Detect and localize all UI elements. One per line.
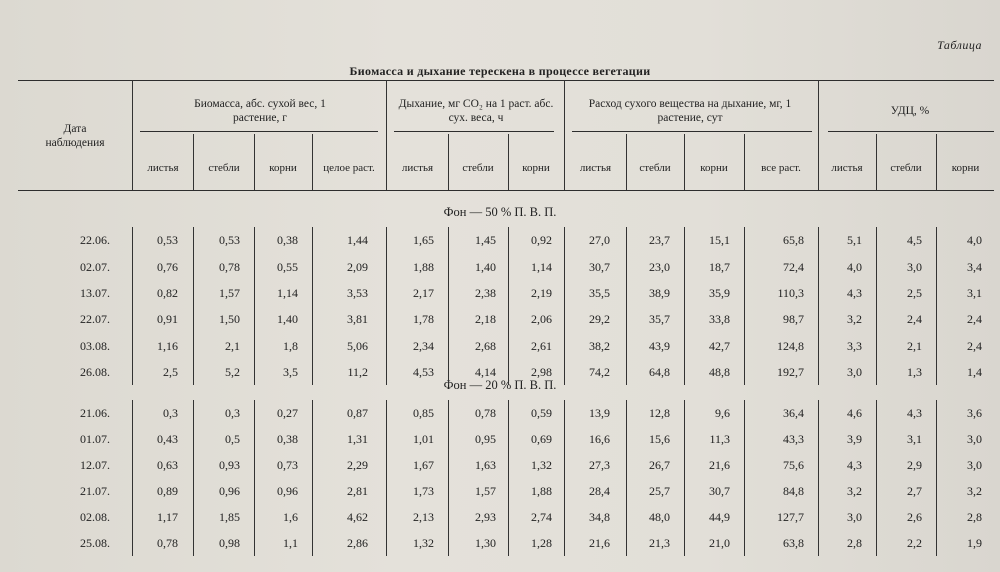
- table-cell: 23,7: [649, 233, 670, 247]
- table-cell: 3,0: [847, 365, 862, 379]
- column-divider: [386, 227, 387, 385]
- table-cell: 2,29: [347, 458, 368, 472]
- table-cell: 0,3: [225, 406, 240, 420]
- row-date: 26.08.: [80, 365, 110, 379]
- table-cell: 2,17: [413, 286, 434, 300]
- table-cell: 2,93: [475, 510, 496, 524]
- table-cell: 1,1: [283, 536, 298, 550]
- table-cell: 13,9: [589, 406, 610, 420]
- table-cell: 4,3: [907, 406, 922, 420]
- table-cell: 2,09: [347, 260, 368, 274]
- column-divider: [448, 400, 449, 556]
- table-cell: 3,2: [847, 312, 862, 326]
- table-cell: 29,2: [589, 312, 610, 326]
- table-cell: 1,88: [531, 484, 552, 498]
- row-date: 02.07.: [80, 260, 110, 274]
- table-cell: 1,57: [475, 484, 496, 498]
- subheader: листья: [401, 162, 434, 174]
- column-divider: [684, 400, 685, 556]
- table-cell: 0,38: [277, 432, 298, 446]
- table-cell: 5,1: [847, 233, 862, 247]
- respiration-group-rule: [394, 131, 554, 132]
- table-cell: 0,82: [157, 286, 178, 300]
- table-cell: 64,8: [649, 365, 670, 379]
- table-cell: 4,0: [847, 260, 862, 274]
- table-cell: 84,8: [783, 484, 804, 498]
- table-cell: 42,7: [709, 339, 730, 353]
- table-cell: 2,4: [967, 312, 982, 326]
- table-cell: 2,2: [907, 536, 922, 550]
- table-cell: 33,8: [709, 312, 730, 326]
- table-cell: 2,5: [163, 365, 178, 379]
- column-divider: [193, 400, 194, 556]
- header-bottom-rule: [18, 190, 994, 191]
- header-biomass: Биомасса, абс. сухой вес, 1 растение, г: [194, 98, 326, 124]
- header-consumption: Расход сухого вещества на дыхание, мг, 1 растение, сут: [588, 98, 792, 124]
- row-date: 21.06.: [80, 406, 110, 420]
- table-cell: 2,18: [475, 312, 496, 326]
- column-divider: [448, 227, 449, 385]
- table-cell: 2,68: [475, 339, 496, 353]
- table-cell: 3,0: [907, 260, 922, 274]
- table-cell: 0,76: [157, 260, 178, 274]
- table-cell: 2,74: [531, 510, 552, 524]
- header-date: Дата наблюдения: [45, 123, 105, 149]
- column-divider: [626, 400, 627, 556]
- table-cell: 0,55: [277, 260, 298, 274]
- table-cell: 25,7: [649, 484, 670, 498]
- table-cell: 21,6: [709, 458, 730, 472]
- table-cell: 5,2: [225, 365, 240, 379]
- table-cell: 48,0: [649, 510, 670, 524]
- table-cell: 0,78: [157, 536, 178, 550]
- table-cell: 2,4: [967, 339, 982, 353]
- table-cell: 1,73: [413, 484, 434, 498]
- table-cell: 75,6: [783, 458, 804, 472]
- table-cell: 2,98: [531, 365, 552, 379]
- table-title: Биомасса и дыхание терескена в процессе вегетации: [349, 64, 651, 78]
- table-cell: 43,3: [783, 432, 804, 446]
- row-date: 22.07.: [80, 312, 110, 326]
- table-cell: 15,6: [649, 432, 670, 446]
- subheader: корни: [522, 162, 550, 174]
- table-cell: 2,38: [475, 286, 496, 300]
- row-date: 25.08.: [80, 536, 110, 550]
- table-cell: 1,28: [531, 536, 552, 550]
- table-cell: 1,30: [475, 536, 496, 550]
- table-cell: 0,87: [347, 406, 368, 420]
- table-cell: 0,59: [531, 406, 552, 420]
- table-cell: 124,8: [777, 339, 804, 353]
- table-cell: 0,78: [219, 260, 240, 274]
- table-cell: 4,53: [413, 365, 434, 379]
- column-divider: [936, 227, 937, 385]
- table-cell: 2,86: [347, 536, 368, 550]
- table-cell: 3,3: [847, 339, 862, 353]
- column-divider: [876, 400, 877, 556]
- table-cell: 72,4: [783, 260, 804, 274]
- header-divider-biomass: [386, 80, 387, 190]
- column-divider: [193, 227, 194, 385]
- table-cell: 44,9: [709, 510, 730, 524]
- subheader: стебли: [208, 162, 240, 174]
- table-cell: 0,63: [157, 458, 178, 472]
- table-cell: 5,06: [347, 339, 368, 353]
- table-cell: 1,32: [413, 536, 434, 550]
- table-cell: 1,9: [967, 536, 982, 550]
- subheader: стебли: [890, 162, 922, 174]
- table-cell: 0,53: [157, 233, 178, 247]
- table-cell: 0,91: [157, 312, 178, 326]
- subheader: корни: [951, 162, 980, 174]
- table-cell: 3,9: [847, 432, 862, 446]
- table-cell: 1,8: [283, 339, 298, 353]
- table-cell: 4,14: [475, 365, 496, 379]
- table-cell: 1,16: [157, 339, 178, 353]
- table-cell: 2,19: [531, 286, 552, 300]
- table-cell: 30,7: [709, 484, 730, 498]
- table-cell: 16,6: [589, 432, 610, 446]
- table-cell: 1,88: [413, 260, 434, 274]
- table-cell: 1,31: [347, 432, 368, 446]
- table-cell: 34,8: [589, 510, 610, 524]
- table-cell: 0,38: [277, 233, 298, 247]
- table-cell: 12,8: [649, 406, 670, 420]
- table-cell: 1,3: [907, 365, 922, 379]
- table-cell: 2,34: [413, 339, 434, 353]
- column-divider: [744, 227, 745, 385]
- table-cell: 0,93: [219, 458, 240, 472]
- table-cell: 0,43: [157, 432, 178, 446]
- table-cell: 21,0: [709, 536, 730, 550]
- header-divider-respiration: [564, 80, 565, 190]
- table-cell: 4,3: [847, 286, 862, 300]
- table-cell: 0,5: [225, 432, 240, 446]
- table-cell: 35,7: [649, 312, 670, 326]
- table-cell: 0,95: [475, 432, 496, 446]
- table-cell: 2,9: [907, 458, 922, 472]
- header-divider-date: [132, 80, 133, 190]
- table-cell: 1,67: [413, 458, 434, 472]
- row-date: 13.07.: [80, 286, 110, 300]
- table-cell: 26,7: [649, 458, 670, 472]
- header-udc: УДЦ, %: [890, 105, 930, 117]
- table-cell: 127,7: [777, 510, 804, 524]
- table-cell: 43,9: [649, 339, 670, 353]
- table-cell: 1,45: [475, 233, 496, 247]
- table-cell: 3,6: [967, 406, 982, 420]
- table-cell: 98,7: [783, 312, 804, 326]
- table-cell: 4,6: [847, 406, 862, 420]
- table-cell: 23,0: [649, 260, 670, 274]
- table-cell: 3,53: [347, 286, 368, 300]
- table-cell: 2,81: [347, 484, 368, 498]
- table-cell: 3,2: [847, 484, 862, 498]
- table-cell: 2,1: [225, 339, 240, 353]
- table-cell: 2,8: [847, 536, 862, 550]
- column-divider: [508, 227, 509, 385]
- table-cell: 21,6: [589, 536, 610, 550]
- table-cell: 3,1: [967, 286, 982, 300]
- table-cell: 4,5: [907, 233, 922, 247]
- table-cell: 1,14: [277, 286, 298, 300]
- top-rule: [18, 80, 994, 81]
- table-cell: 1,6: [283, 510, 298, 524]
- row-date: 22.06.: [80, 233, 110, 247]
- table-cell: 1,17: [157, 510, 178, 524]
- table-cell: 30,7: [589, 260, 610, 274]
- table-cell: 48,8: [709, 365, 730, 379]
- subheader: все раст.: [761, 162, 801, 174]
- table-cell: 1,4: [967, 365, 982, 379]
- table-cell: 11,3: [709, 432, 730, 446]
- table-cell: 36,4: [783, 406, 804, 420]
- table-cell: 4,3: [847, 458, 862, 472]
- table-cell: 35,5: [589, 286, 610, 300]
- table-cell: 1,50: [219, 312, 240, 326]
- table-cell: 18,7: [709, 260, 730, 274]
- table-cell: 0,98: [219, 536, 240, 550]
- table-cell: 2,8: [967, 510, 982, 524]
- table-cell: 2,4: [907, 312, 922, 326]
- table-cell: 27,3: [589, 458, 610, 472]
- table-cell: 65,8: [783, 233, 804, 247]
- header-respiration: Дыхание, мг CO₂ на 1 раст. абс. сух. веса, ч: [398, 98, 554, 124]
- table-cell: 0,96: [219, 484, 240, 498]
- table-cell: 4,62: [347, 510, 368, 524]
- table-cell: 0,96: [277, 484, 298, 498]
- table-cell: 3,4: [967, 260, 982, 274]
- table-cell: 3,0: [967, 432, 982, 446]
- udc-group-rule: [828, 131, 994, 132]
- table-label: Таблица: [937, 38, 982, 52]
- table-cell: 2,06: [531, 312, 552, 326]
- table-cell: 1,14: [531, 260, 552, 274]
- table-cell: 3,5: [283, 365, 298, 379]
- table-cell: 1,63: [475, 458, 496, 472]
- biomass-group-rule: [140, 131, 378, 132]
- table-cell: 3,1: [907, 432, 922, 446]
- table-cell: 74,2: [589, 365, 610, 379]
- column-divider: [564, 400, 565, 556]
- table-cell: 3,0: [847, 510, 862, 524]
- table-cell: 2,13: [413, 510, 434, 524]
- table-cell: 1,57: [219, 286, 240, 300]
- subheader: стебли: [462, 162, 494, 174]
- table-cell: 63,8: [783, 536, 804, 550]
- table-cell: 27,0: [589, 233, 610, 247]
- table-cell: 2,6: [907, 510, 922, 524]
- section-title: Фон — 50 % П. В. П.: [443, 205, 557, 219]
- subheader: листья: [147, 162, 179, 174]
- row-date: 02.08.: [80, 510, 110, 524]
- table-cell: 1,44: [347, 233, 368, 247]
- table-cell: 0,92: [531, 233, 552, 247]
- table-cell: 2,1: [907, 339, 922, 353]
- subheader: листья: [831, 162, 863, 174]
- subheader: листья: [579, 162, 612, 174]
- column-divider: [386, 400, 387, 556]
- table-cell: 0,3: [163, 406, 178, 420]
- table-cell: 38,2: [589, 339, 610, 353]
- table-cell: 11,2: [347, 365, 368, 379]
- table-cell: 1,40: [475, 260, 496, 274]
- subheader: стебли: [639, 162, 671, 174]
- table-cell: 38,9: [649, 286, 670, 300]
- table-cell: 1,40: [277, 312, 298, 326]
- row-date: 12.07.: [80, 458, 110, 472]
- table-cell: 1,65: [413, 233, 434, 247]
- table-cell: 0,53: [219, 233, 240, 247]
- table-cell: 3,81: [347, 312, 368, 326]
- table-cell: 35,9: [709, 286, 730, 300]
- table-cell: 1,78: [413, 312, 434, 326]
- table-cell: 1,01: [413, 432, 434, 446]
- table-cell: 2,7: [907, 484, 922, 498]
- table-cell: 2,5: [907, 286, 922, 300]
- column-divider: [312, 227, 313, 385]
- table-cell: 0,78: [475, 406, 496, 420]
- consumption-group-rule: [572, 131, 812, 132]
- row-date: 21.07.: [80, 484, 110, 498]
- table-cell: 0,69: [531, 432, 552, 446]
- table-cell: 28,4: [589, 484, 610, 498]
- column-divider: [818, 227, 819, 385]
- table-cell: 1,32: [531, 458, 552, 472]
- table-cell: 15,1: [709, 233, 730, 247]
- table-cell: 21,3: [649, 536, 670, 550]
- column-divider: [132, 227, 133, 385]
- section-title: Фон — 20 % П. В. П.: [443, 378, 557, 392]
- column-divider: [876, 227, 877, 385]
- subheader: целое раст.: [323, 162, 375, 174]
- column-divider: [684, 227, 685, 385]
- column-divider: [312, 400, 313, 556]
- table-cell: 3,2: [967, 484, 982, 498]
- row-date: 03.08.: [80, 339, 110, 353]
- table-cell: 0,89: [157, 484, 178, 498]
- column-divider: [564, 227, 565, 385]
- table-cell: 9,6: [715, 406, 730, 420]
- column-divider: [132, 400, 133, 556]
- table-cell: 0,73: [277, 458, 298, 472]
- column-divider: [818, 400, 819, 556]
- table-cell: 192,7: [777, 365, 804, 379]
- table-cell: 110,3: [777, 286, 804, 300]
- table-cell: 1,85: [219, 510, 240, 524]
- column-divider: [254, 400, 255, 556]
- subheader: корни: [700, 162, 728, 174]
- table-cell: 0,27: [277, 406, 298, 420]
- sub-divider: [193, 134, 194, 190]
- table-cell: 0,85: [413, 406, 434, 420]
- column-divider: [254, 227, 255, 385]
- subheader: корни: [269, 162, 297, 174]
- column-divider: [936, 400, 937, 556]
- table-cell: 2,61: [531, 339, 552, 353]
- table-cell: 4,0: [967, 233, 982, 247]
- table-cell: 3,0: [967, 458, 982, 472]
- column-divider: [626, 227, 627, 385]
- row-date: 01.07.: [80, 432, 110, 446]
- column-divider: [744, 400, 745, 556]
- column-divider: [508, 400, 509, 556]
